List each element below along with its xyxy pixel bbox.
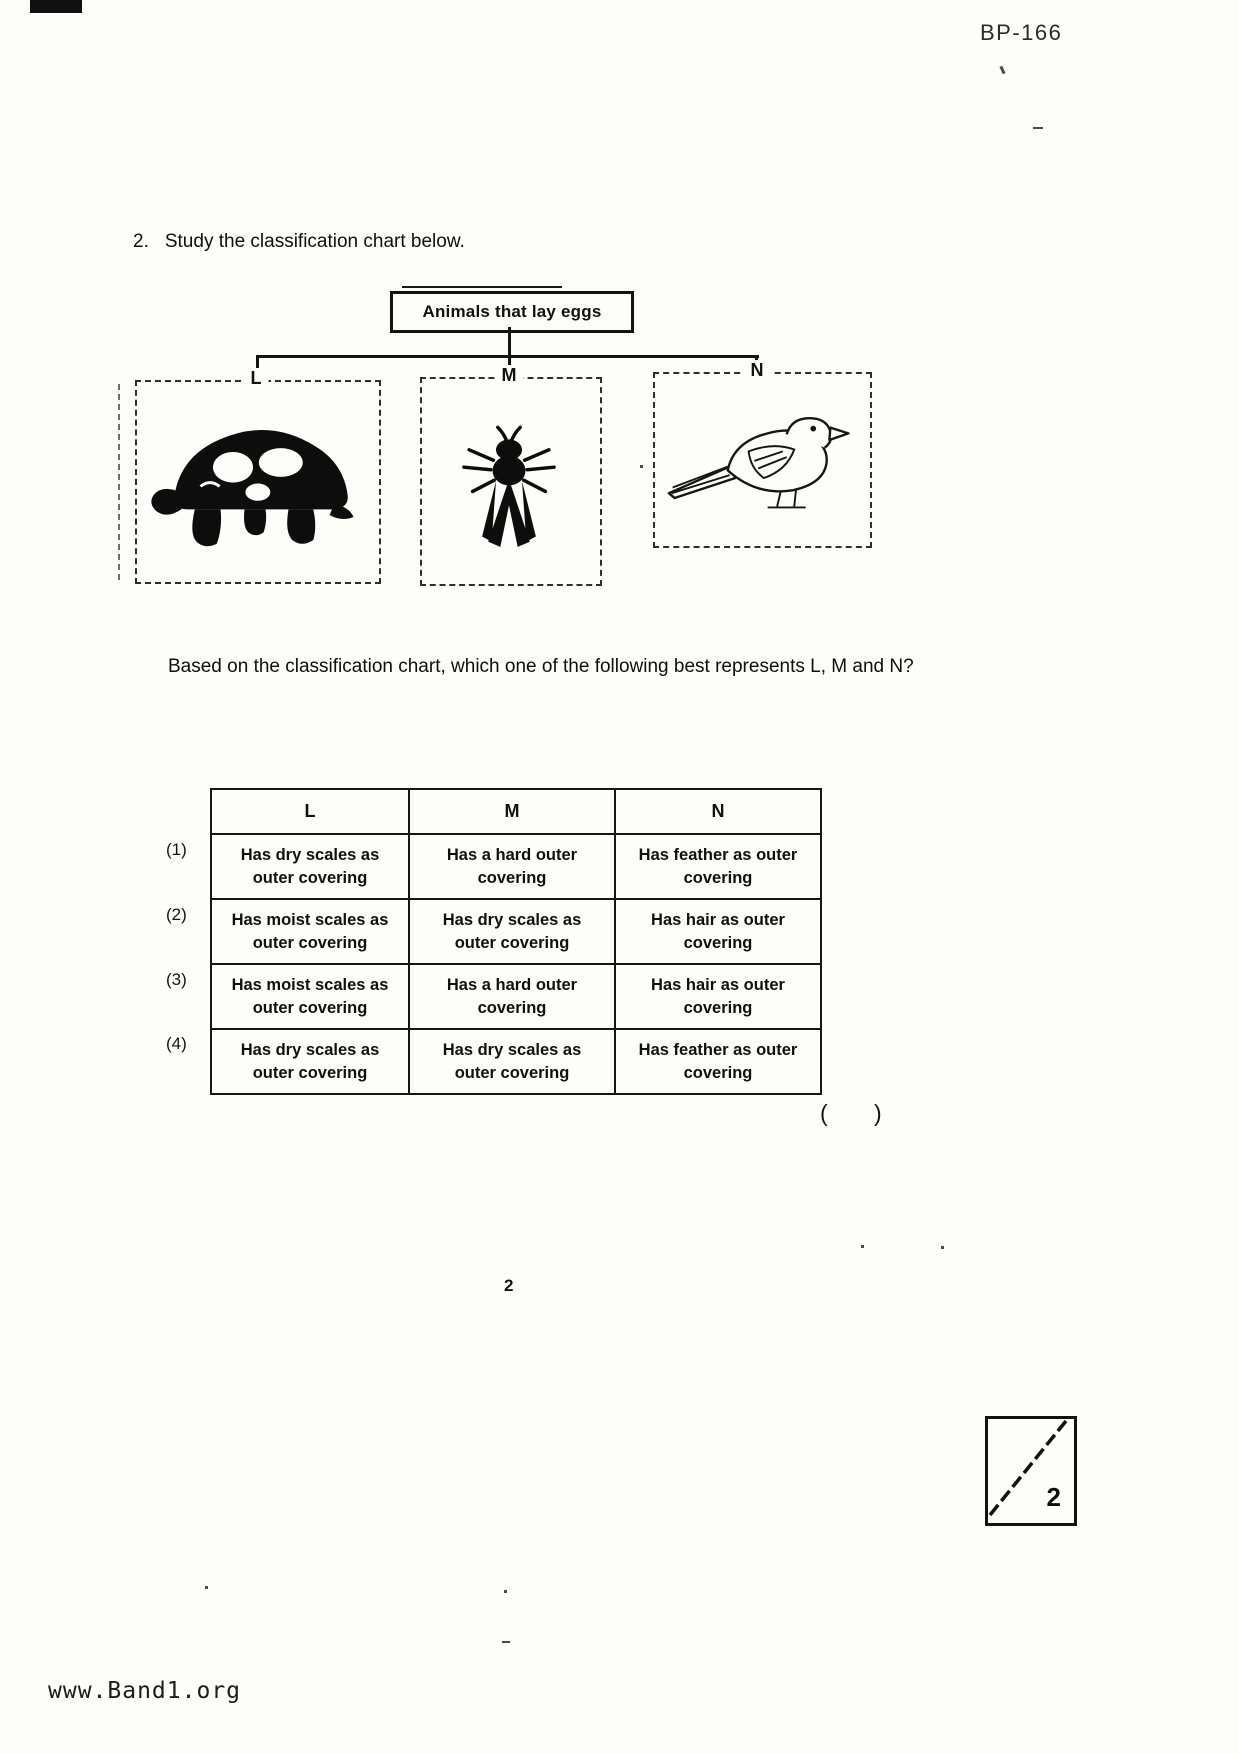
answer-bracket-close: ) bbox=[874, 1100, 882, 1126]
branch-box-m bbox=[420, 377, 602, 586]
chart-root-label: Animals that lay eggs bbox=[422, 302, 602, 321]
question-number: 2. bbox=[133, 231, 149, 252]
scan-speck bbox=[118, 384, 122, 580]
table-row bbox=[211, 834, 821, 899]
table-header-row bbox=[211, 789, 821, 834]
table-cell: Has dry scales as outer covering bbox=[409, 1029, 615, 1094]
marks-score: 2 bbox=[1046, 1482, 1061, 1512]
question-instruction: Study the classification chart below. bbox=[164, 231, 465, 252]
question-heading bbox=[133, 231, 465, 253]
table-header-m: M bbox=[409, 789, 615, 834]
table-cell: Has dry scales as outer covering bbox=[211, 1029, 409, 1094]
answer-bracket-open: ( bbox=[820, 1100, 828, 1126]
table-cell: Has hair as outer covering bbox=[615, 899, 821, 964]
table-cell: Has hair as outer covering bbox=[615, 964, 821, 1029]
table-cell: Has moist scales as outer covering bbox=[211, 964, 409, 1029]
page-number: 2 bbox=[504, 1276, 514, 1295]
branch-box-l bbox=[135, 380, 381, 584]
branch-label-m: M bbox=[495, 365, 524, 386]
table-cell: Has dry scales as outer covering bbox=[211, 834, 409, 899]
scan-corner-mark bbox=[30, 0, 82, 13]
scan-speck bbox=[402, 286, 562, 288]
footer-site: www.Band1.org bbox=[48, 1678, 242, 1704]
branch-label-n: N bbox=[744, 360, 771, 381]
table-header-l: L bbox=[211, 789, 409, 834]
scan-speck bbox=[640, 465, 643, 468]
table-row bbox=[211, 1029, 821, 1094]
table-cell: Has a hard outer covering bbox=[409, 834, 615, 899]
chart-connector-line bbox=[508, 327, 511, 357]
table-row bbox=[211, 899, 821, 964]
marks-box bbox=[985, 1416, 1077, 1526]
scan-speck bbox=[205, 1586, 208, 1589]
table-cell: Has feather as outer covering bbox=[615, 1029, 821, 1094]
option-label-1: (1) bbox=[166, 840, 187, 859]
table-row bbox=[211, 964, 821, 1029]
question-prompt: Based on the classification chart, which one of the following best represents L, M and N? bbox=[168, 656, 914, 677]
bird-image bbox=[661, 402, 861, 516]
option-label-4: (4) bbox=[166, 1034, 187, 1053]
fly-image bbox=[457, 415, 561, 554]
scan-speck bbox=[999, 66, 1005, 75]
options-table bbox=[210, 788, 822, 1095]
branch-box-n bbox=[653, 372, 872, 548]
scan-speck bbox=[502, 1641, 510, 1643]
scan-speck bbox=[861, 1245, 864, 1248]
table-cell: Has feather as outer covering bbox=[615, 834, 821, 899]
table-header-n: N bbox=[615, 789, 821, 834]
table-cell: Has dry scales as outer covering bbox=[409, 899, 615, 964]
table-cell: Has a hard outer covering bbox=[409, 964, 615, 1029]
scan-speck bbox=[941, 1246, 944, 1249]
branch-label-l: L bbox=[244, 368, 269, 389]
option-label-2: (2) bbox=[166, 905, 187, 924]
scan-speck bbox=[504, 1590, 507, 1593]
scan-speck bbox=[1033, 127, 1043, 129]
chart-root-box bbox=[390, 291, 634, 333]
doc-code: BP-166 bbox=[980, 20, 1063, 45]
option-label-3: (3) bbox=[166, 970, 187, 989]
turtle-image bbox=[145, 408, 365, 561]
table-cell: Has moist scales as outer covering bbox=[211, 899, 409, 964]
